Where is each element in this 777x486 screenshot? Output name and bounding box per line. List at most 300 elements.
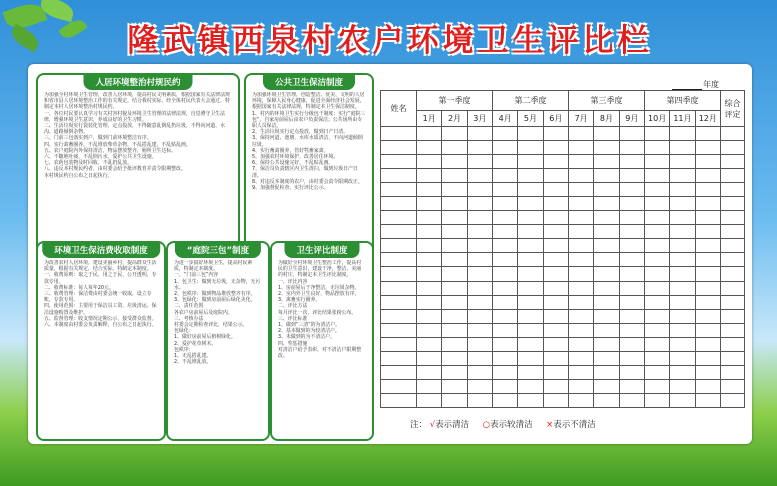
table-cell[interactable] [568,295,593,309]
month-header: 9月 [619,111,644,127]
table-cell[interactable] [417,267,442,281]
table-cell[interactable] [381,351,417,365]
table-cell[interactable] [492,337,517,351]
table-cell[interactable] [543,225,568,239]
table-cell[interactable] [670,295,695,309]
table-cell[interactable] [442,253,467,267]
table-cell[interactable] [442,393,467,407]
table-cell[interactable] [619,183,644,197]
table-cell[interactable] [518,309,543,323]
table-cell[interactable] [644,225,669,239]
table-cell[interactable] [619,127,644,141]
table-cell[interactable] [568,323,593,337]
table-cell[interactable] [442,239,467,253]
table-cell[interactable] [381,141,417,155]
table-cell[interactable] [442,295,467,309]
leaf-decoration [8,24,42,53]
table-cell[interactable] [417,281,442,295]
table-cell[interactable] [467,225,492,239]
year-label: 年度 [703,80,719,89]
table-cell[interactable] [543,183,568,197]
table-cell[interactable] [568,379,593,393]
table-cell[interactable] [721,309,745,323]
table-cell[interactable] [619,281,644,295]
table-cell[interactable] [381,225,417,239]
table-cell[interactable] [594,267,619,281]
table-cell[interactable] [721,295,745,309]
table-cell[interactable] [417,239,442,253]
table-cell[interactable] [518,379,543,393]
table-cell[interactable] [381,379,417,393]
table-cell[interactable] [721,267,745,281]
table-cell[interactable] [670,197,695,211]
table-cell[interactable] [568,225,593,239]
table-cell[interactable] [644,155,669,169]
table-cell[interactable] [467,281,492,295]
table-cell[interactable] [417,253,442,267]
table-cell[interactable] [721,393,745,407]
table-cell[interactable] [442,365,467,379]
table-cell[interactable] [695,309,720,323]
table-cell[interactable] [670,351,695,365]
table-cell[interactable] [594,309,619,323]
table-cell[interactable] [568,393,593,407]
table-cell[interactable] [619,197,644,211]
table-cell[interactable] [518,127,543,141]
table-cell[interactable] [492,183,517,197]
table-cell[interactable] [543,211,568,225]
table-cell[interactable] [594,155,619,169]
table-cell[interactable] [721,183,745,197]
table-cell[interactable] [695,393,720,407]
table-cell[interactable] [381,183,417,197]
table-cell[interactable] [417,393,442,407]
table-cell[interactable] [467,393,492,407]
table-cell[interactable] [417,379,442,393]
table-cell[interactable] [381,169,417,183]
table-cell[interactable] [619,239,644,253]
table-cell[interactable] [619,379,644,393]
table-cell[interactable] [568,169,593,183]
table-cell[interactable] [644,267,669,281]
table-cell[interactable] [721,141,745,155]
table-cell[interactable] [670,253,695,267]
table-cell[interactable] [695,239,720,253]
table-cell[interactable] [518,281,543,295]
table-cell[interactable] [467,169,492,183]
table-cell[interactable] [417,183,442,197]
table-cell[interactable] [381,281,417,295]
table-cell[interactable] [568,183,593,197]
table-cell[interactable] [543,169,568,183]
table-cell[interactable] [644,379,669,393]
table-cell[interactable] [543,197,568,211]
table-cell[interactable] [381,239,417,253]
table-cell[interactable] [381,155,417,169]
table-cell[interactable] [381,211,417,225]
table-cell[interactable] [695,351,720,365]
table-cell[interactable] [467,141,492,155]
table-cell[interactable] [721,211,745,225]
table-cell[interactable] [670,239,695,253]
table-cell[interactable] [594,365,619,379]
table-cell[interactable] [467,323,492,337]
table-cell[interactable] [568,351,593,365]
table-cell[interactable] [721,127,745,141]
table-cell[interactable] [721,379,745,393]
table-cell[interactable] [670,379,695,393]
table-cell[interactable] [543,379,568,393]
text-line: 七、农药包装物及时回收，不乱扔乱放。 [44,160,133,167]
table-cell[interactable] [467,365,492,379]
table-cell[interactable] [695,183,720,197]
table-cell[interactable] [670,141,695,155]
text-line: 二、收费标准：每人每年20元。 [44,284,114,291]
table-cell[interactable] [518,295,543,309]
table-cell[interactable] [381,337,417,351]
table-cell[interactable] [568,281,593,295]
table-row [381,379,745,393]
table-cell[interactable] [492,295,517,309]
table-cell[interactable] [670,211,695,225]
table-cell[interactable] [417,127,442,141]
table-cell[interactable] [442,379,467,393]
text-line: 6、保持公共设施完好，不乱贴乱画。 [252,160,334,167]
table-cell[interactable] [594,169,619,183]
table-cell[interactable] [543,281,568,295]
table-cell[interactable] [644,141,669,155]
text-line: 2、爱护花草树木。 [174,340,217,347]
table-cell[interactable] [644,169,669,183]
table-cell[interactable] [492,393,517,407]
table-cell[interactable] [417,197,442,211]
table-cell[interactable] [492,155,517,169]
table-cell[interactable] [568,155,593,169]
table-cell[interactable] [594,239,619,253]
table-cell[interactable] [619,253,644,267]
table-cell[interactable] [492,351,517,365]
table-cell[interactable] [721,281,745,295]
table-cell[interactable] [543,351,568,365]
table-cell[interactable] [543,267,568,281]
table-cell[interactable] [594,393,619,407]
table-cell[interactable] [543,155,568,169]
table-cell[interactable] [594,211,619,225]
table-cell[interactable] [644,393,669,407]
table-cell[interactable] [695,141,720,155]
table-cell[interactable] [644,211,669,225]
table-cell[interactable] [594,281,619,295]
table-cell[interactable] [644,365,669,379]
table-cell[interactable] [644,309,669,323]
table-cell[interactable] [594,323,619,337]
table-cell[interactable] [381,127,417,141]
table-cell[interactable] [695,225,720,239]
table-cell[interactable] [568,197,593,211]
table-cell[interactable] [518,169,543,183]
text-line: 8、对违反本制度的农户，由村委会责令限期改正。 [252,178,363,185]
table-cell[interactable] [492,267,517,281]
table-cell[interactable] [670,309,695,323]
table-cell[interactable] [417,309,442,323]
table-cell[interactable] [518,323,543,337]
table-cell[interactable] [670,323,695,337]
table-cell[interactable] [568,211,593,225]
table-cell[interactable] [695,169,720,183]
table-cell[interactable] [518,183,543,197]
table-cell[interactable] [417,211,442,225]
text-line: 2、生活垃圾实行定点投放，做到日产日清。 [252,129,349,136]
table-cell[interactable] [381,365,417,379]
table-cell[interactable] [619,169,644,183]
table-cell[interactable] [594,225,619,239]
table-cell[interactable] [670,155,695,169]
table-cell[interactable] [644,323,669,337]
table-cell[interactable] [467,183,492,197]
table-cell[interactable] [594,253,619,267]
table-cell[interactable] [518,197,543,211]
table-cell[interactable] [670,225,695,239]
table-cell[interactable] [543,239,568,253]
table-cell[interactable] [543,141,568,155]
table-cell[interactable] [644,337,669,351]
table-cell[interactable] [670,183,695,197]
text-line: 包秩序： [174,346,194,353]
table-cell[interactable] [492,323,517,337]
table-cell[interactable] [442,309,467,323]
check-mark-icon: √ [429,420,436,430]
table-cell[interactable] [543,365,568,379]
text-line: 二、评比方法 [278,303,308,310]
table-cell[interactable] [695,281,720,295]
table-cell[interactable] [721,169,745,183]
table-cell[interactable] [417,141,442,155]
table-cell[interactable] [695,379,720,393]
table-cell[interactable] [619,225,644,239]
table-cell[interactable] [721,155,745,169]
table-cell[interactable] [467,239,492,253]
table-cell[interactable] [721,197,745,211]
table-cell[interactable] [644,253,669,267]
table-cell[interactable] [619,393,644,407]
table-cell[interactable] [492,141,517,155]
table-cell[interactable] [670,337,695,351]
table-cell[interactable] [594,141,619,155]
table-cell[interactable] [568,267,593,281]
table-cell[interactable] [417,365,442,379]
table-cell[interactable] [695,267,720,281]
table-cell[interactable] [417,295,442,309]
table-cell[interactable] [442,225,467,239]
table-cell[interactable] [518,225,543,239]
table-cell[interactable] [543,295,568,309]
month-header: 4月 [492,111,517,127]
table-cell[interactable] [492,309,517,323]
table-cell[interactable] [467,267,492,281]
table-cell[interactable] [467,197,492,211]
legend-prefix: 注： [410,420,428,430]
table-cell[interactable] [492,379,517,393]
table-cell[interactable] [518,351,543,365]
table-cell[interactable] [381,393,417,407]
table-cell[interactable] [467,211,492,225]
table-cell[interactable] [568,127,593,141]
table-cell[interactable] [721,225,745,239]
table-cell[interactable] [442,155,467,169]
table-cell[interactable] [568,239,593,253]
table-cell[interactable] [619,351,644,365]
table-cell[interactable] [594,351,619,365]
section-title: 人居环境整治村规民约 [83,74,192,90]
table-cell[interactable] [467,309,492,323]
table-cell[interactable] [417,337,442,351]
table-cell[interactable] [670,281,695,295]
table-cell[interactable] [492,197,517,211]
table-cell[interactable] [543,393,568,407]
table-cell[interactable] [721,239,745,253]
table-cell[interactable] [670,393,695,407]
table-cell[interactable] [442,323,467,337]
table-cell[interactable] [543,323,568,337]
table-cell[interactable] [492,211,517,225]
table-cell[interactable] [543,309,568,323]
table-cell[interactable] [492,281,517,295]
table-cell[interactable] [442,281,467,295]
table-cell[interactable] [568,141,593,155]
table-cell[interactable] [467,127,492,141]
table-cell[interactable] [417,225,442,239]
table-cell[interactable] [467,155,492,169]
table-cell[interactable] [644,127,669,141]
table-cell[interactable] [492,239,517,253]
table-cell[interactable] [442,267,467,281]
table-cell[interactable] [417,351,442,365]
table-cell[interactable] [442,169,467,183]
table-cell[interactable] [518,141,543,155]
table-cell[interactable] [442,127,467,141]
table-cell[interactable] [568,337,593,351]
table-cell[interactable] [442,141,467,155]
table-cell[interactable] [619,155,644,169]
table-cell[interactable] [644,295,669,309]
table-cell[interactable] [467,379,492,393]
table-cell[interactable] [417,169,442,183]
table-cell[interactable] [594,337,619,351]
table-cell[interactable] [518,365,543,379]
table-cell[interactable] [619,309,644,323]
table-cell[interactable] [695,337,720,351]
table-cell[interactable] [695,197,720,211]
table-cell[interactable] [442,211,467,225]
evaluation-table [380,90,745,408]
table-cell[interactable] [518,253,543,267]
table-cell[interactable] [381,309,417,323]
table-cell[interactable] [695,253,720,267]
table-row [381,281,745,295]
table-cell[interactable] [644,197,669,211]
section-title: “庭院三包”制度 [175,242,261,258]
table-cell[interactable] [543,127,568,141]
table-cell[interactable] [518,337,543,351]
table-cell[interactable] [619,365,644,379]
table-cell[interactable] [381,253,417,267]
table-cell[interactable] [381,295,417,309]
table-cell[interactable] [492,253,517,267]
table-cell[interactable] [442,197,467,211]
table-cell[interactable] [670,365,695,379]
table-cell[interactable] [381,267,417,281]
table-cell[interactable] [543,253,568,267]
table-cell[interactable] [594,197,619,211]
table-cell[interactable] [518,211,543,225]
table-cell[interactable] [467,253,492,267]
table-cell[interactable] [721,337,745,351]
table-cell[interactable] [492,365,517,379]
table-cell[interactable] [721,253,745,267]
table-cell[interactable] [594,127,619,141]
table-cell[interactable] [492,127,517,141]
table-cell[interactable] [670,169,695,183]
table-cell[interactable] [467,295,492,309]
table-cell[interactable] [442,337,467,351]
table-cell[interactable] [518,267,543,281]
table-cell[interactable] [619,267,644,281]
table-cell[interactable] [721,351,745,365]
table-cell[interactable] [518,155,543,169]
table-cell[interactable] [568,309,593,323]
table-cell[interactable] [568,365,593,379]
table-cell[interactable] [467,337,492,351]
table-cell[interactable] [568,253,593,267]
table-cell[interactable] [518,239,543,253]
table-cell[interactable] [543,337,568,351]
table-cell[interactable] [695,155,720,169]
table-cell[interactable] [644,183,669,197]
table-cell[interactable] [518,393,543,407]
table-cell[interactable] [695,295,720,309]
table-cell[interactable] [619,211,644,225]
table-cell[interactable] [594,183,619,197]
table-cell[interactable] [619,323,644,337]
table-cell[interactable] [721,323,745,337]
table-cell[interactable] [644,239,669,253]
table-cell[interactable] [492,169,517,183]
table-cell[interactable] [417,323,442,337]
table-cell[interactable] [417,155,442,169]
table-cell[interactable] [467,351,492,365]
table-cell[interactable] [594,379,619,393]
table-cell[interactable] [670,267,695,281]
table-cell[interactable] [695,365,720,379]
table-cell[interactable] [644,281,669,295]
table-cell[interactable] [695,323,720,337]
table-cell[interactable] [695,127,720,141]
table-cell[interactable] [695,211,720,225]
table-cell[interactable] [619,295,644,309]
table-cell[interactable] [619,141,644,155]
table-cell[interactable] [619,337,644,351]
table-cell[interactable] [492,225,517,239]
table-cell[interactable] [442,183,467,197]
table-cell[interactable] [670,127,695,141]
table-cell[interactable] [381,197,417,211]
table-cell[interactable] [381,323,417,337]
table-cell[interactable] [721,365,745,379]
text-line: 1、做到“三清”的为清洁户。 [278,322,340,329]
table-cell[interactable] [644,351,669,365]
table-cell[interactable] [442,351,467,365]
table-cell[interactable] [594,295,619,309]
